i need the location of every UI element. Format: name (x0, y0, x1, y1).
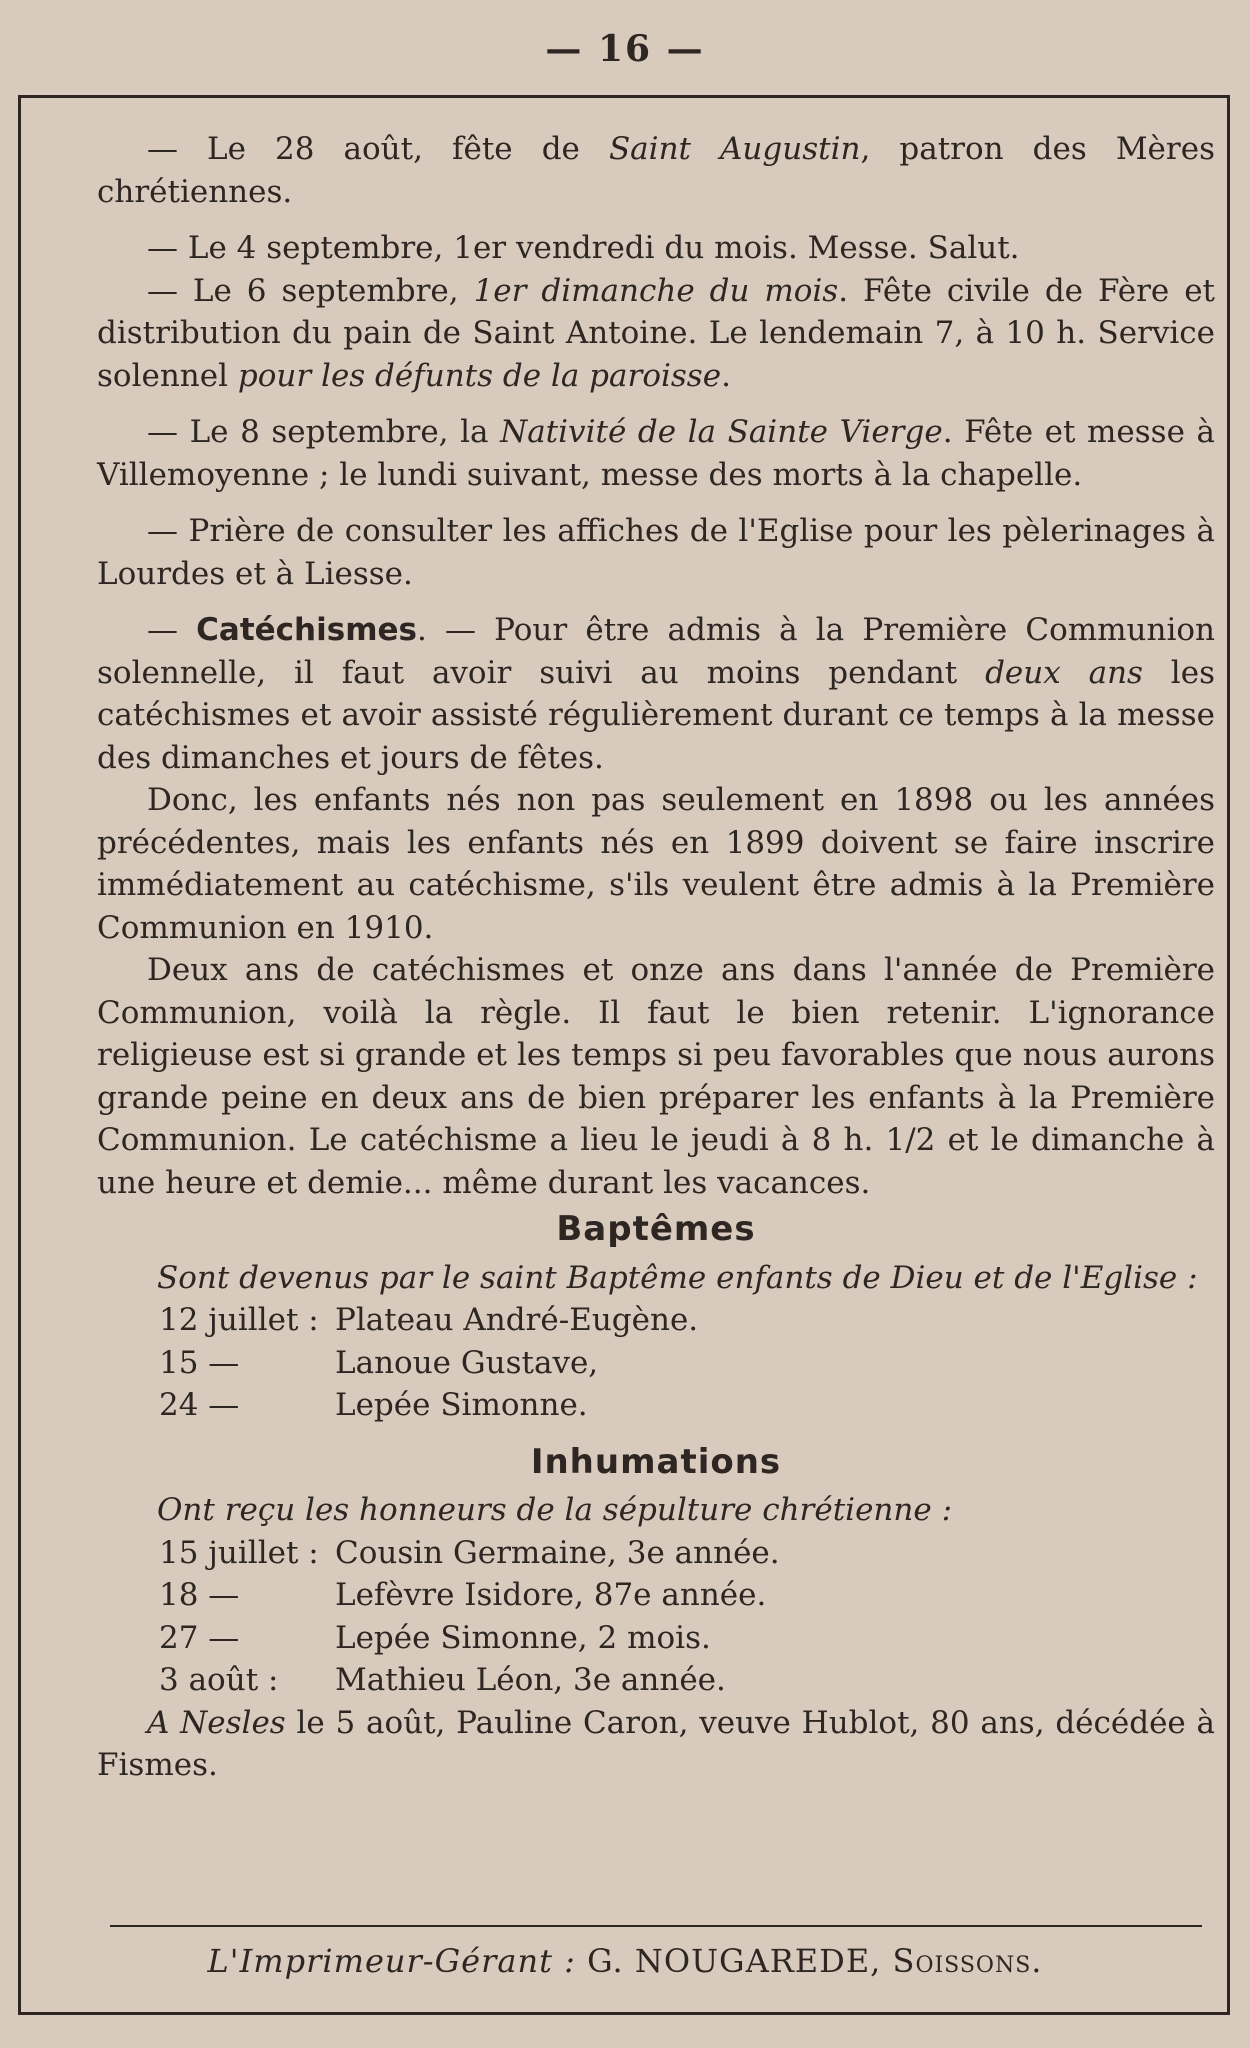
footer-city: Soissons. (892, 1942, 1043, 1980)
paragraph-regle: Deux ans de catéchismes et onze ans dans l'année de Première Communion, voilà la règle. Il faut le bien retenir. L'ignorance religieuse est si grande et les temps si peu favorables que nous aurons grande peine en deux ans de bien préparer les enfants à la Première Communion. Le catéchisme a lieu le jeudi à 8 h. 1/2 et le dimanche à une heure et demie... même durant les vacances. (97, 952, 1215, 1201)
catechismes-heading: Catéchismes (196, 612, 417, 648)
paragraph-nativite: — Le 8 septembre, la Nativité de la Sainte Vierge. Fête et messe à Villemoyenne ; le lundi suivant, messe des morts à la chapelle. (97, 414, 1215, 493)
inhumations-list (97, 1532, 1215, 1702)
page-number: — 16 — (545, 28, 705, 70)
footer-printer-name: G. NOUGAREDE, (587, 1942, 882, 1980)
list-item: 12 juillet : Plateau André-Eugène. (159, 1302, 699, 1338)
paragraph-fete-civile: — Le 6 septembre, 1er dimanche du mois. Fête civile de Fère et distribution du pain de Saint Antoine. Le lendemain 7, à 10 h. Service solennel pour les défunts de la paroisse. (97, 272, 1216, 394)
list-item: 15 — Lanoue Gustave, (159, 1344, 599, 1381)
paragraph-first-friday: — Le 4 septembre, 1er vendredi du mois. Messe. Salut. (147, 230, 1020, 266)
list-item: 15 juillet : Cousin Germaine, 3e année. (159, 1534, 780, 1571)
paragraph-saint-augustin: — Le 28 août, fête de Saint Augustin, patron des Mères chrétiennes. (97, 131, 1215, 210)
baptemes-title: Baptêmes (556, 1209, 756, 1249)
list-item: 27 — Lepée Simonne, 2 mois. (159, 1619, 711, 1656)
inhumations-title: Inhumations (530, 1441, 782, 1482)
list-item: 24 — Lepée Simonne. (159, 1387, 588, 1423)
paragraph-catechismes: — Catéchismes. — Pour être admis à la Première Communion solennelle, il faut avoir suivi au moins pendant deux ans les catéchismes et avoir assisté régulièrement durant ce temps à la messe des dimanches et jours de fêtes. (97, 612, 1215, 776)
footer-label: L'Imprimeur-Gérant : (207, 1942, 576, 1980)
baptemes-intro: Sont devenus par le saint Baptême enfants de Dieu et de l'Eglise : (157, 1259, 1198, 1296)
inhumations-intro: Ont reçu les honneurs de la sépulture chrétienne : (157, 1492, 953, 1528)
paragraph-nesles-note: A Nesles le 5 août, Pauline Caron, veuve Hublot, 80 ans, décédée à Fismes. (97, 1704, 1216, 1783)
list-item: 3 août : Mathieu Léon, 3e année. (159, 1662, 726, 1698)
footer-divider (110, 1925, 1202, 1927)
bulletin-content (97, 128, 1215, 1787)
paragraph-pelerinages: — Prière de consulter les affiches de l'Eglise pour les pèlerinages à Lourdes et à Liesse. (97, 513, 1215, 592)
printer-footer (0, 1942, 1250, 1980)
list-item: 18 — Lefèvre Isidore, 87e année. (159, 1577, 767, 1613)
baptemes-list (97, 1299, 1215, 1427)
paragraph-enfants-nes: Donc, les enfants nés non pas seulement en 1898 ou les années précédentes, mais les enfants nés en 1899 doivent se faire inscrire immédiatement au catéchisme, s'ils veulent être admis à la Première Communion en 1910. (97, 782, 1215, 946)
